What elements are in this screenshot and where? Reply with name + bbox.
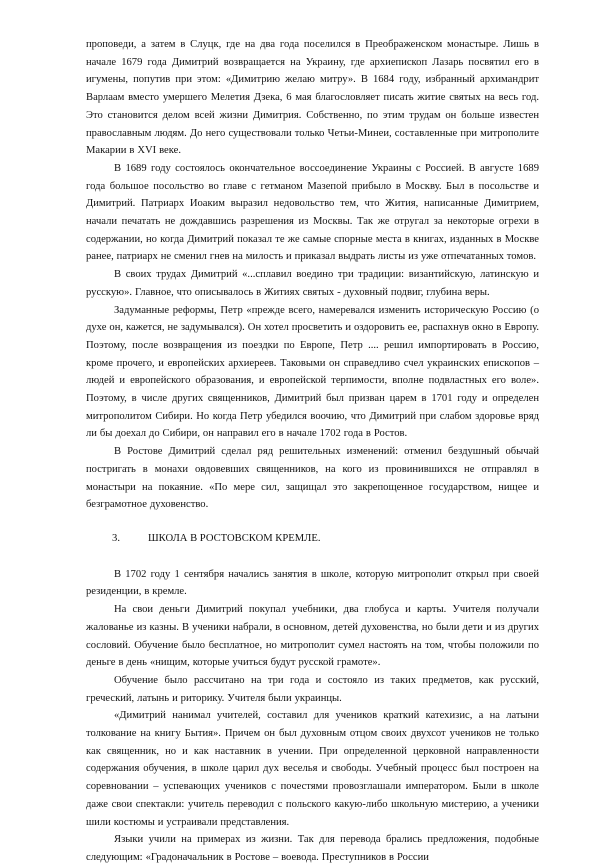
paragraph: Задуманные реформы, Петр «прежде всего, намеревался изменить историческую Россию (о духе он, кажется, не задумывался). Он хотел просветить и оздоровить ее, распахнув окно в Европу. Поэтому, после возвращения из поездки по Европе, Петр .... решил импортировать в Россию, кроме прочего, и европейских архиереев. Таковыми он справедливо счел украинских епископов – людей и европейского образования, и европейской терпимости, вполне подвластных его воле». Поэтому, в числе других священников, Димитрий был призван царем в 1701 году и определен митрополитом Сибири. Но когда Петр убедился воочию, что Димитрий при слабом здоровье вряд ли бы доехал до Сибири, он направил его в начале 1702 года в Ростов. xyxy=(86,304,539,440)
paragraph: В своих трудах Димитрий «...сплавил воедино три традиции: византийскую, латинскую и русскую». Главное, что описывалось в Житиях святых - духовный подвиг, глубина веры. xyxy=(86,269,539,298)
paragraph: «Димитрий нанимал учителей, составил для учеников краткий катехизис, а на латыни толкование на книгу Бытия». Причем он был духовным отцом своих двухсот учеников не только как священник, но и как наставник в учении. При определенной церковной направленности содержания обучения, в школе царил дух веселья и свободы. Учебный процесс был построен на соревновании – успевающих учеников с почестями провозглашали императором. Были в школе даже свои спектакли: учитель переводил с польского какую-либо школьную мистерию, а ученики шили костюмы и устраивали представления. xyxy=(86,710,539,828)
paragraph: В Ростове Димитрий сделал ряд решительных изменений: отменил бездушный обычай постригать в монахи овдовевших священников, на кого из провинившихся не отправлял в монастыри на покаяние. «По мере сил, защищал это закрепощенное государством, нищее и безграмотное духовенство. xyxy=(86,446,539,511)
paragraph: На свои деньги Димитрий покупал учебники, два глобуса и карты. Учителя получали жалованье из казны. В ученики набрали, в основном, детей духовенства, но были дети и из других сословий. Обучение было бесплатное, но митрополит сумел настоять на том, чтобы положили по деньге в день «нищим, которые учиться будут русской грамоте». xyxy=(86,604,539,669)
paragraph: Обучение было рассчитано на три года и состояло из таких предметов, как русский, греческий, латынь и риторику. Учителя были украинцы. xyxy=(86,674,539,704)
paragraph: В 1702 году 1 сентября начались занятия в школе, которую митрополит открыл при своей резиденции, в кремле. xyxy=(86,568,539,598)
section-heading xyxy=(86,530,539,548)
section-title: ШКОЛА В РОСТОВСКОМ КРЕМЛЕ. xyxy=(148,532,321,544)
body-text-bottom xyxy=(86,566,539,867)
section-number: 3. xyxy=(112,532,120,544)
paragraph: Языки учили на примерах из жизни. Так для перевода брались предложения, подобные следующим: «Градоначальник в Ростове – воевода. Преступников в России xyxy=(86,834,539,863)
body-text-top xyxy=(86,36,539,514)
paragraph: В 1689 году состоялось окончательное воссоединение Украины с Россией. В августе 1689 года большое посольство во главе с гетманом Мазепой прибыло в Москву. Был в посольстве и Димитрий. Патриарх Иоаким выразил недовольство тем, что Жития, написанные Димитрием, начали печатать не дождавшись разрешения из Москвы. Так же отругал за некоторые огрехи в содержании, но когда Димитрий показал те же самые спорные места в книгах, изданных в Москве ранее, патриарх не сменил гнев на милость и приказал выдрать листы из уже отпечатанных томов. xyxy=(86,162,539,263)
paragraph: проповеди, а затем в Слуцк, где на два года поселился в Преображенском монастыре. Лишь в начале 1679 года Димитрий возвращается на Украину, где архиепископ Лазарь посвятил его в игумены, попутив при этом: «Димитрию желаю митру». В 1684 году, избранный архимандрит Варлаам вместо умершего Мелетия Дзека, 6 мая благословляет писать житие святых на весь год. Это становится делом всей жизни Димитрия. Собственно, по этим трудам он больше известен православным людям. До него существовали только Четьи-Минеи, составленные при митрополите Макарии в XVI веке. xyxy=(86,39,539,157)
